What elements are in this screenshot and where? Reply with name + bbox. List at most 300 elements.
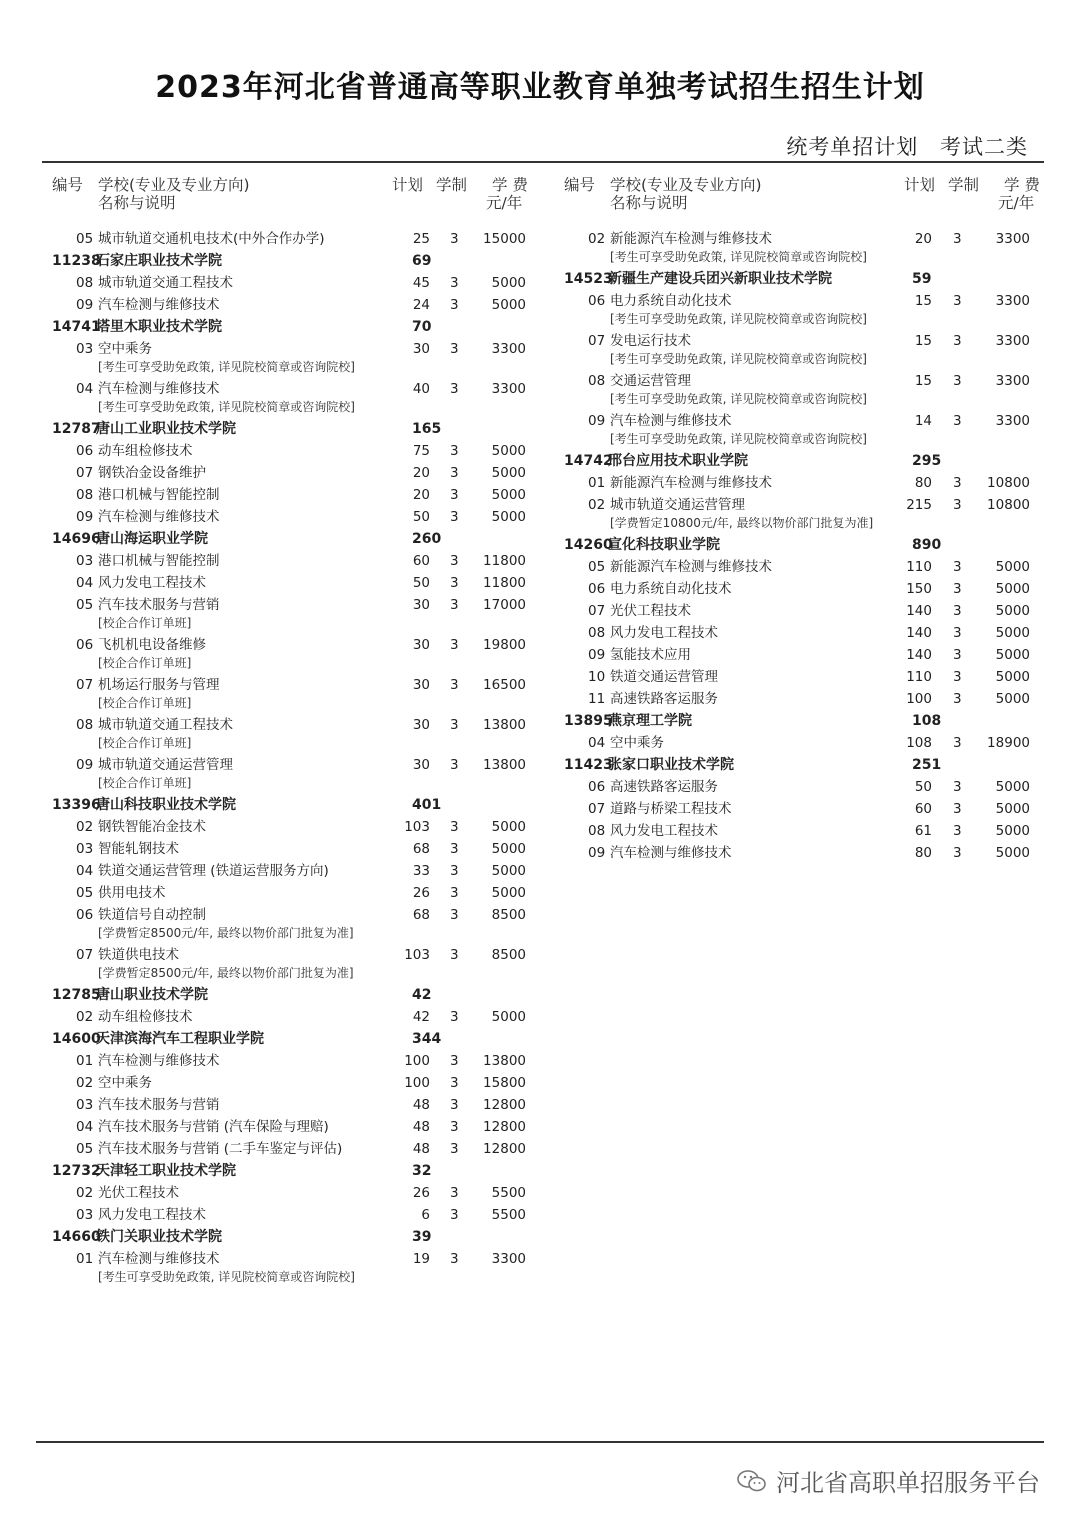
- major-plan: 6: [421, 1207, 430, 1223]
- major-code: 07: [76, 677, 94, 693]
- major-code: 02: [588, 231, 606, 247]
- major-fee: 5000: [995, 647, 1030, 663]
- major-name: 汽车检测与维修技术: [610, 413, 732, 429]
- major-fee: 12800: [483, 1097, 526, 1113]
- major-fee: 10800: [987, 497, 1030, 513]
- school-row: [560, 450, 1050, 472]
- major-code: 04: [588, 735, 606, 751]
- major-name: 高速铁路客运服务: [610, 779, 718, 795]
- major-years: 3: [450, 637, 459, 653]
- major-name: 汽车技术服务与营销 (二手车鉴定与评估): [98, 1141, 343, 1157]
- major-years: 3: [450, 1009, 459, 1025]
- major-years: 3: [450, 947, 459, 963]
- major-name: 汽车检测与维修技术: [610, 845, 732, 861]
- header-years: 学制: [436, 176, 468, 194]
- major-plan: 80: [914, 475, 932, 491]
- major-name: 汽车检测与维修技术: [98, 381, 220, 397]
- school-row: [48, 794, 538, 816]
- major-fee: 5000: [995, 669, 1030, 685]
- major-row: [48, 338, 538, 360]
- major-plan: 60: [412, 553, 430, 569]
- school-code: 14660: [52, 1229, 101, 1245]
- major-years: 3: [450, 1185, 459, 1201]
- major-years: 3: [450, 863, 459, 879]
- major-plan: 15: [914, 333, 932, 349]
- page-title: 2023年河北省普通高等职业教育单独考试招生招生计划: [155, 70, 925, 105]
- major-fee: 3300: [995, 231, 1030, 247]
- major-note: [校企合作订单班]: [98, 616, 192, 630]
- major-code: 08: [76, 487, 94, 503]
- major-name: 空中乘务: [98, 1075, 152, 1091]
- major-fee: 5000: [491, 841, 526, 857]
- major-fee: 3300: [995, 333, 1030, 349]
- major-plan: 100: [404, 1075, 430, 1091]
- major-years: 3: [953, 231, 962, 247]
- left-rows: [48, 228, 538, 1285]
- major-row: [560, 472, 1050, 494]
- school-total-plan: 70: [412, 319, 432, 335]
- major-fee: 5000: [491, 465, 526, 481]
- major-row: [48, 754, 538, 776]
- major-code: 10: [588, 669, 606, 685]
- school-code: 11423: [564, 757, 613, 773]
- major-years: 3: [953, 823, 962, 839]
- major-note: [考生可享受助免政策, 详见院校简章或咨询院校]: [98, 360, 355, 374]
- major-code: 04: [76, 1119, 94, 1135]
- major-row: [560, 494, 1050, 516]
- major-row: [48, 634, 538, 656]
- right-rows: [560, 228, 1050, 864]
- major-years: 3: [953, 801, 962, 817]
- major-code: 08: [588, 823, 606, 839]
- major-name: 城市轨道交通工程技术: [98, 275, 233, 291]
- school-row: [48, 1028, 538, 1050]
- major-code: 03: [76, 841, 94, 857]
- major-code: 02: [76, 1185, 94, 1201]
- major-fee: 3300: [995, 413, 1030, 429]
- major-plan: 30: [412, 637, 430, 653]
- school-code: 14260: [564, 537, 613, 553]
- major-note: [考生可享受助免政策, 详见院校简章或咨询院校]: [610, 352, 867, 366]
- major-name: 新能源汽车检测与维修技术: [610, 231, 772, 247]
- major-fee: 5000: [491, 443, 526, 459]
- major-name: 汽车检测与维修技术: [98, 1053, 220, 1069]
- major-code: 09: [588, 845, 606, 861]
- major-plan: 24: [412, 297, 430, 313]
- major-fee: 16500: [483, 677, 526, 693]
- major-note: [学费暂定8500元/年, 最终以物价部门批复为准]: [98, 926, 354, 940]
- major-row: [48, 378, 538, 400]
- major-row: [48, 838, 538, 860]
- major-years: 3: [450, 465, 459, 481]
- major-plan: 20: [412, 465, 430, 481]
- major-code: 05: [76, 1141, 94, 1157]
- major-row: [560, 798, 1050, 820]
- school-name: 天津轻工职业技术学院: [96, 1163, 236, 1179]
- major-plan: 26: [412, 885, 430, 901]
- major-years: 3: [450, 1119, 459, 1135]
- major-years: 3: [450, 341, 459, 357]
- major-fee: 12800: [483, 1141, 526, 1157]
- major-plan: 48: [412, 1141, 430, 1157]
- major-years: 3: [953, 735, 962, 751]
- major-name: 发电运行技术: [610, 333, 691, 349]
- major-plan: 42: [412, 1009, 430, 1025]
- major-plan: 30: [412, 757, 430, 773]
- watermark-text: 河北省高职单招服务平台: [776, 1469, 1040, 1497]
- major-name: 港口机械与智能控制: [98, 553, 220, 569]
- major-years: 3: [450, 717, 459, 733]
- major-fee: 3300: [995, 373, 1030, 389]
- major-name: 风力发电工程技术: [610, 823, 718, 839]
- table-header: [48, 172, 538, 228]
- major-plan: 75: [412, 443, 430, 459]
- major-fee: 15000: [483, 231, 526, 247]
- school-name: 唐山科技职业技术学院: [96, 797, 236, 813]
- major-row: [560, 578, 1050, 600]
- major-code: 02: [588, 497, 606, 513]
- school-row: [48, 316, 538, 338]
- wechat-icon: [736, 1468, 768, 1494]
- school-name: 天津滨海汽车工程职业学院: [96, 1031, 264, 1047]
- major-code: 06: [76, 443, 94, 459]
- major-name: 交通运营管理: [610, 373, 691, 389]
- major-plan: 50: [914, 779, 932, 795]
- major-note: [学费暂定8500元/年, 最终以物价部门批复为准]: [98, 966, 354, 980]
- major-plan: 30: [412, 341, 430, 357]
- right-column: [560, 172, 1050, 864]
- major-years: 3: [953, 413, 962, 429]
- major-row: [48, 294, 538, 316]
- major-plan: 108: [906, 735, 932, 751]
- school-name: 张家口职业技术学院: [608, 757, 734, 773]
- major-row: [48, 882, 538, 904]
- school-total-plan: 69: [412, 253, 432, 269]
- major-name: 城市轨道交通运营管理: [610, 497, 745, 513]
- major-name: 道路与桥梁工程技术: [610, 801, 732, 817]
- major-row: [48, 674, 538, 696]
- major-note: [校企合作订单班]: [98, 696, 192, 710]
- major-row: [560, 732, 1050, 754]
- major-years: 3: [450, 1075, 459, 1091]
- major-code: 07: [76, 947, 94, 963]
- school-name: 塔里木职业技术学院: [96, 319, 222, 335]
- major-years: 3: [450, 275, 459, 291]
- major-name: 汽车检测与维修技术: [98, 297, 220, 313]
- major-code: 05: [76, 885, 94, 901]
- major-name: 汽车技术服务与营销: [98, 597, 220, 613]
- major-years: 3: [953, 373, 962, 389]
- major-code: 03: [76, 1207, 94, 1223]
- school-name: 唐山工业职业技术学院: [96, 421, 236, 437]
- major-code: 06: [588, 779, 606, 795]
- major-name: 铁道供电技术: [98, 947, 179, 963]
- major-name: 钢铁智能冶金技术: [98, 819, 206, 835]
- major-years: 3: [450, 297, 459, 313]
- major-name: 空中乘务: [98, 341, 152, 357]
- major-fee: 5000: [491, 297, 526, 313]
- major-note: [考生可享受助免政策, 详见院校简章或咨询院校]: [610, 312, 867, 326]
- major-row: [560, 622, 1050, 644]
- major-plan: 100: [404, 1053, 430, 1069]
- major-fee: 5000: [995, 625, 1030, 641]
- major-fee: 5000: [491, 275, 526, 291]
- major-fee: 5000: [491, 819, 526, 835]
- major-years: 3: [450, 381, 459, 397]
- major-note: [考生可享受助免政策, 详见院校简章或咨询院校]: [610, 392, 867, 406]
- major-code: 03: [76, 341, 94, 357]
- major-row: [48, 860, 538, 882]
- major-name: 动车组检修技术: [98, 1009, 193, 1025]
- major-name: 港口机械与智能控制: [98, 487, 220, 503]
- major-years: 3: [450, 487, 459, 503]
- school-code: 13895: [564, 713, 613, 729]
- major-code: 05: [76, 597, 94, 613]
- major-code: 03: [76, 553, 94, 569]
- major-plan: 103: [404, 819, 430, 835]
- major-fee: 5000: [995, 801, 1030, 817]
- major-years: 3: [953, 603, 962, 619]
- major-fee: 5000: [491, 863, 526, 879]
- school-row: [48, 418, 538, 440]
- major-name: 铁道交通运营管理: [610, 669, 718, 685]
- major-row: [560, 776, 1050, 798]
- major-code: 04: [76, 575, 94, 591]
- major-fee: 5500: [491, 1185, 526, 1201]
- school-total-plan: 32: [412, 1163, 432, 1179]
- major-years: 3: [450, 677, 459, 693]
- major-name: 空中乘务: [610, 735, 664, 751]
- school-total-plan: 295: [912, 453, 942, 469]
- major-fee: 3300: [491, 381, 526, 397]
- school-code: 11238: [52, 253, 101, 269]
- major-row: [48, 816, 538, 838]
- major-fee: 5000: [995, 845, 1030, 861]
- header-school-desc: 名称与说明: [98, 194, 176, 212]
- school-code: 14600: [52, 1031, 101, 1047]
- major-row: [560, 556, 1050, 578]
- major-row: [560, 330, 1050, 352]
- major-name: 供用电技术: [98, 885, 166, 901]
- major-code: 08: [588, 373, 606, 389]
- major-row: [48, 550, 538, 572]
- major-name: 钢铁冶金设备维护: [98, 465, 206, 481]
- major-row: [48, 228, 538, 250]
- major-plan: 15: [914, 373, 932, 389]
- major-plan: 15: [914, 293, 932, 309]
- major-code: 08: [76, 275, 94, 291]
- school-row: [48, 1160, 538, 1182]
- major-row: [48, 1072, 538, 1094]
- major-name: 高速铁路客运服务: [610, 691, 718, 707]
- major-years: 3: [953, 625, 962, 641]
- major-row: [48, 1204, 538, 1226]
- major-fee: 15800: [483, 1075, 526, 1091]
- major-years: 3: [953, 293, 962, 309]
- header-plan: 计划: [392, 176, 424, 194]
- school-name: 唐山职业技术学院: [96, 987, 208, 1003]
- major-name: 电力系统自动化技术: [610, 581, 732, 597]
- major-plan: 19: [412, 1251, 430, 1267]
- major-row: [560, 644, 1050, 666]
- top-rule: [42, 161, 1044, 163]
- header-no: 编号: [564, 176, 596, 194]
- major-plan: 45: [412, 275, 430, 291]
- major-code: 07: [76, 465, 94, 481]
- school-total-plan: 401: [412, 797, 442, 813]
- major-fee: 18900: [987, 735, 1030, 751]
- major-name: 汽车技术服务与营销 (汽车保险与理赔): [98, 1119, 329, 1135]
- major-row: [48, 572, 538, 594]
- major-row: [48, 1006, 538, 1028]
- major-fee: 5000: [491, 509, 526, 525]
- school-total-plan: 42: [412, 987, 432, 1003]
- major-note: [校企合作订单班]: [98, 776, 192, 790]
- major-code: 05: [588, 559, 606, 575]
- bottom-rule: [36, 1441, 1044, 1443]
- major-years: 3: [450, 757, 459, 773]
- major-name: 飞机机电设备维修: [98, 637, 206, 653]
- major-name: 新能源汽车检测与维修技术: [610, 475, 772, 491]
- school-code: 12785: [52, 987, 101, 1003]
- major-fee: 5000: [995, 779, 1030, 795]
- school-total-plan: 108: [912, 713, 942, 729]
- major-plan: 140: [906, 647, 932, 663]
- major-name: 智能轧钢技术: [98, 841, 179, 857]
- major-note: [校企合作订单班]: [98, 736, 192, 750]
- school-name: 邢台应用技术职业学院: [608, 453, 748, 469]
- major-note: [考生可享受助免政策, 详见院校简章或咨询院校]: [610, 432, 867, 446]
- major-code: 05: [76, 231, 94, 247]
- major-fee: 13800: [483, 757, 526, 773]
- header-no: 编号: [52, 176, 84, 194]
- school-row: [48, 1226, 538, 1248]
- major-fee: 5000: [491, 487, 526, 503]
- major-fee: 3300: [995, 293, 1030, 309]
- major-years: 3: [953, 669, 962, 685]
- major-row: [48, 1248, 538, 1270]
- major-fee: 8500: [491, 947, 526, 963]
- major-years: 3: [450, 819, 459, 835]
- major-years: 3: [450, 443, 459, 459]
- major-note: [考生可享受助免政策, 详见院校简章或咨询院校]: [610, 250, 867, 264]
- school-name: 唐山海运职业学院: [96, 531, 208, 547]
- major-row: [560, 290, 1050, 312]
- major-years: 3: [450, 509, 459, 525]
- major-name: 光伏工程技术: [610, 603, 691, 619]
- major-plan: 215: [906, 497, 932, 513]
- major-code: 06: [588, 293, 606, 309]
- school-code: 12732: [52, 1163, 101, 1179]
- major-years: 3: [953, 475, 962, 491]
- school-total-plan: 59: [912, 271, 932, 287]
- major-code: 03: [76, 1097, 94, 1113]
- major-row: [48, 1138, 538, 1160]
- major-plan: 140: [906, 625, 932, 641]
- header-school-desc: 名称与说明: [610, 194, 688, 212]
- school-total-plan: 344: [412, 1031, 442, 1047]
- major-plan: 26: [412, 1185, 430, 1201]
- major-years: 3: [450, 553, 459, 569]
- major-name: 氢能技术应用: [610, 647, 691, 663]
- major-note: [考生可享受助免政策, 详见院校简章或咨询院校]: [98, 1270, 355, 1284]
- school-code: 14696: [52, 531, 101, 547]
- major-fee: 13800: [483, 717, 526, 733]
- school-row: [48, 984, 538, 1006]
- major-years: 3: [450, 231, 459, 247]
- major-code: 06: [588, 581, 606, 597]
- major-fee: 3300: [491, 341, 526, 357]
- major-code: 07: [588, 333, 606, 349]
- major-code: 02: [76, 1009, 94, 1025]
- major-row: [48, 462, 538, 484]
- major-code: 02: [76, 1075, 94, 1091]
- major-name: 新能源汽车检测与维修技术: [610, 559, 772, 575]
- table-header: [560, 172, 1050, 228]
- major-plan: 50: [412, 575, 430, 591]
- major-fee: 11800: [483, 575, 526, 591]
- major-years: 3: [450, 1097, 459, 1113]
- major-fee: 5000: [995, 823, 1030, 839]
- school-row: [560, 534, 1050, 556]
- school-total-plan: 39: [412, 1229, 432, 1245]
- major-name: 铁道交通运营管理 (铁道运营服务方向): [98, 863, 329, 879]
- major-fee: 11800: [483, 553, 526, 569]
- major-years: 3: [450, 597, 459, 613]
- school-code: 14742: [564, 453, 613, 469]
- major-row: [560, 820, 1050, 842]
- major-years: 3: [450, 575, 459, 591]
- major-name: 动车组检修技术: [98, 443, 193, 459]
- school-row: [560, 754, 1050, 776]
- major-name: 电力系统自动化技术: [610, 293, 732, 309]
- major-name: 汽车技术服务与营销: [98, 1097, 220, 1113]
- major-row: [48, 272, 538, 294]
- major-plan: 33: [412, 863, 430, 879]
- school-total-plan: 251: [912, 757, 942, 773]
- major-name: 风力发电工程技术: [610, 625, 718, 641]
- major-row: [48, 714, 538, 736]
- major-row: [48, 1182, 538, 1204]
- major-fee: 5000: [995, 603, 1030, 619]
- major-code: 09: [588, 413, 606, 429]
- school-code: 14741: [52, 319, 101, 335]
- major-fee: 19800: [483, 637, 526, 653]
- major-plan: 100: [906, 691, 932, 707]
- school-total-plan: 165: [412, 421, 442, 437]
- major-years: 3: [953, 559, 962, 575]
- major-code: 09: [76, 757, 94, 773]
- major-plan: 30: [412, 717, 430, 733]
- major-note: [校企合作订单班]: [98, 656, 192, 670]
- major-name: 城市轨道交通机电技术(中外合作办学): [98, 231, 325, 247]
- major-row: [48, 594, 538, 616]
- major-plan: 48: [412, 1119, 430, 1135]
- header-years: 学制: [948, 176, 980, 194]
- major-years: 3: [953, 581, 962, 597]
- major-code: 04: [76, 863, 94, 879]
- major-years: 3: [450, 1251, 459, 1267]
- school-row: [48, 250, 538, 272]
- major-fee: 12800: [483, 1119, 526, 1135]
- major-fee: 5500: [491, 1207, 526, 1223]
- major-plan: 110: [906, 669, 932, 685]
- major-fee: 5000: [995, 581, 1030, 597]
- school-name: 新疆生产建设兵团兴新职业技术学院: [608, 271, 832, 287]
- major-plan: 30: [412, 597, 430, 613]
- major-fee: 5000: [995, 691, 1030, 707]
- major-code: 08: [76, 717, 94, 733]
